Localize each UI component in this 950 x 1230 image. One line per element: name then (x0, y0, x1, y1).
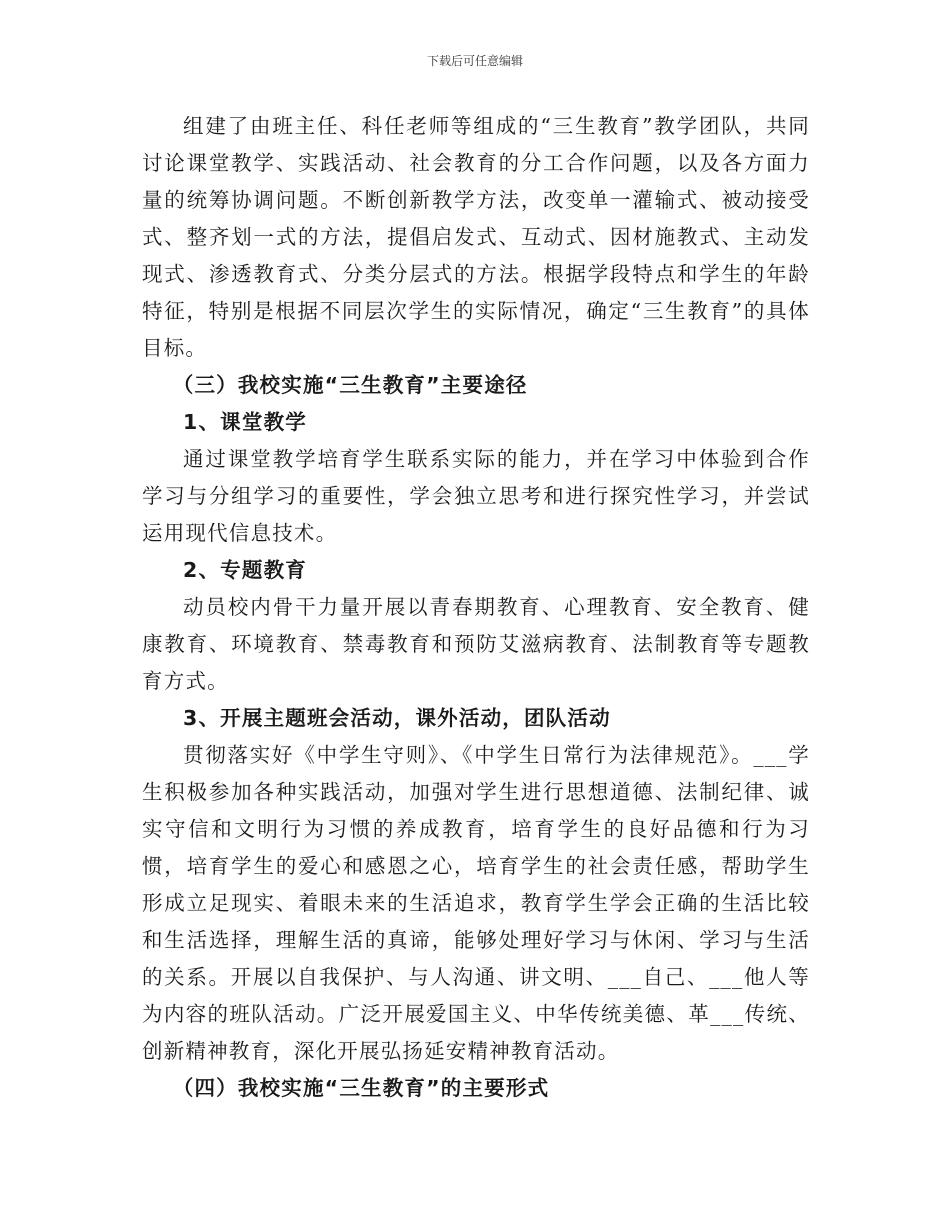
paragraph-class-activities: 贯彻落实好《中学生守则》、《中学生日常行为法律规范》。___学生积极参加各种实践活动，加强对学生进行思想道德、法制纪律、诚实守信和文明行为习惯的养成教育，培育学生的良好品德和行为习惯，培育学生的爱心和感恩之心，培育学生的社会责任感，帮助学生形成立足现实、着眼未来的生活追求，教育学生学会正确的生活比较和生活选择，理解生活的真谛，能够处理好学习与休闲、学习与生活的关系。开展以自我保护、与人沟通、讲文明、___自己、___他人等为内容的班队活动。广泛开展爱国主义、中华传统美德、革___传统、创新精神教育，深化开展弘扬延安精神教育活动。 (142, 743, 810, 1063)
document-body (142, 108, 810, 1107)
section-heading-four: （四）我校实施“三生教育”的主要形式 (172, 1076, 550, 1100)
paragraph-special-education: 动员校内骨干力量开展以青春期教育、心理教育、安全教育、健康教育、环境教育、禁毒教育和预防艾滋病教育、法制教育等专题教育方式。 (142, 595, 810, 693)
paragraph-classroom-teaching: 通过课堂教学培育学生联系实际的能力，并在学习中体验到合作学习与分组学习的重要性，学会独立思考和进行探究性学习，并尝试运用现代信息技术。 (142, 447, 810, 545)
paragraph-team-methods: 组建了由班主任、科任老师等组成的“三生教育”教学团队，共同讨论课堂教学、实践活动、社会教育的分工合作问题，以及各方面力量的统筹协调问题。不断创新教学方法，改变单一灌输式、被动接受式、整齐划一式的方法，提倡启发式、互动式、因材施教式、主动发现式、渗透教育式、分类分层式的方法。根据学段特点和学生的年龄特征，特别是根据不同层次学生的实际情况，确定“三生教育”的具体目标。 (142, 114, 810, 360)
section-heading-three: （三）我校实施“三生教育”主要途径 (172, 373, 528, 397)
subheading-special-education: 2、专题教育 (183, 558, 307, 582)
subheading-classroom-teaching: 1、课堂教学 (183, 410, 307, 434)
page-header-note: 下载后可任意编辑 (426, 54, 523, 68)
subheading-class-activities: 3、开展主题班会活动，课外活动，团队活动 (183, 706, 611, 730)
